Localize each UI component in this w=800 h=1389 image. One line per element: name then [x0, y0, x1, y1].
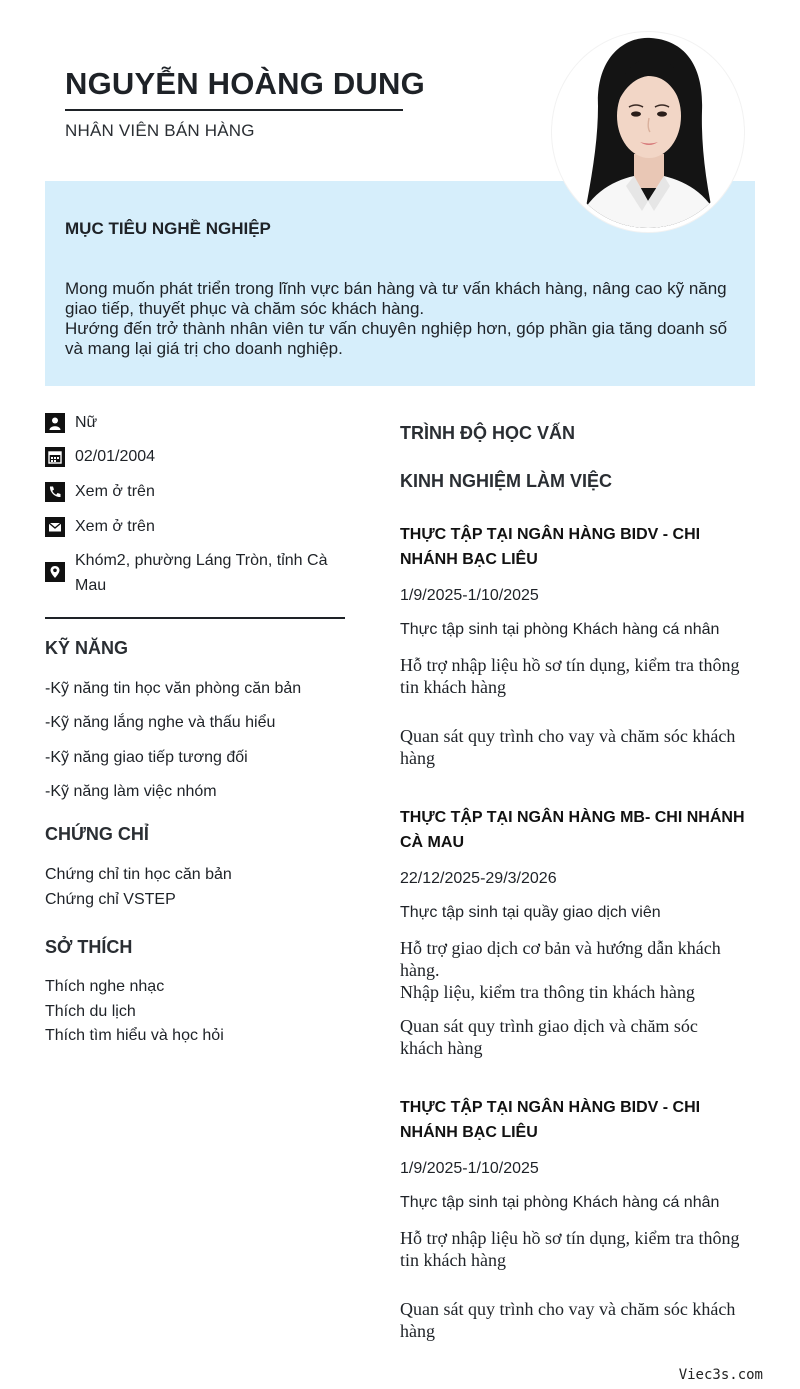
education-heading: TRÌNH ĐỘ HỌC VẤN	[400, 423, 575, 443]
birthday-row	[45, 446, 155, 469]
job-role: Thực tập sinh tại quầy giao dịch viên	[400, 904, 661, 921]
candidate-title: NHÂN VIÊN BÁN HÀNG	[65, 121, 255, 140]
job-date: 1/9/2025-1/10/2025	[400, 587, 539, 604]
skills-heading: KỸ NĂNG	[45, 638, 129, 658]
skill-item: -Kỹ năng lắng nghe và thấu hiểu	[45, 714, 276, 731]
job-description: Hỗ trợ nhập liệu hồ sơ tín dụng, kiểm tra thông tin khách hàng	[400, 1228, 740, 1270]
mail-icon	[45, 517, 65, 537]
job-title: THỰC TẬP TẠI NGÂN HÀNG BIDV - CHI NHÁNH BẠC LIÊU	[400, 526, 701, 568]
phone-row	[45, 481, 155, 504]
job-description: Quan sát quy trình cho vay và chăm sóc khách hàng	[400, 1299, 736, 1341]
certificates-heading: CHỨNG CHỈ	[45, 824, 149, 844]
site-watermark: Viec3s.com	[678, 1367, 763, 1383]
certificate-item: Chứng chỉ tin học căn bản	[45, 866, 232, 883]
objective-text	[65, 279, 745, 359]
email-row	[45, 516, 155, 539]
objective-paragraph: Hướng đến trở thành nhân viên tư vấn chuyên nghiệp hơn, góp phần gia tăng doanh số và mang lại giá trị cho doanh nghiệp.	[65, 319, 728, 358]
hobby-item: Thích nghe nhạc	[45, 978, 165, 995]
name-underline	[65, 109, 403, 111]
experience-heading: KINH NGHIỆM LÀM VIỆC	[400, 471, 613, 491]
gender-row	[45, 412, 97, 435]
phone-value: Xem ở trên	[75, 483, 155, 500]
job-title: THỰC TẬP TẠI NGÂN HÀNG MB- CHI NHÁNH CÀ MAU	[400, 809, 745, 851]
phone-icon	[45, 482, 65, 502]
objective-paragraph: Mong muốn phát triển trong lĩnh vực bán hàng và tư vấn khách hàng, nâng cao kỹ năng giao tiếp, thuyết phục và chăm sóc khách hàng.	[65, 279, 727, 318]
birthday-value: 02/01/2004	[75, 448, 156, 465]
objective-heading: MỤC TIÊU NGHỀ NGHIỆP	[65, 219, 271, 238]
hobbies-heading: SỞ THÍCH	[45, 937, 133, 957]
job-role: Thực tập sinh tại phòng Khách hàng cá nhân	[400, 621, 720, 638]
address-row	[45, 550, 335, 598]
job-date: 22/12/2025-29/3/2026	[400, 870, 557, 887]
skill-item: -Kỹ năng giao tiếp tương đối	[45, 749, 248, 766]
hobby-item: Thích du lịch	[45, 1003, 136, 1020]
certificate-item: Chứng chỉ VSTEP	[45, 891, 176, 908]
location-icon	[45, 562, 65, 582]
candidate-name: NGUYỄN HOÀNG DUNG	[65, 66, 425, 101]
calendar-icon	[45, 447, 65, 467]
job-title: THỰC TẬP TẠI NGÂN HÀNG BIDV - CHI NHÁNH BẠC LIÊU	[400, 1099, 701, 1141]
left-divider	[45, 617, 345, 619]
job-date: 1/9/2025-1/10/2025	[400, 1160, 539, 1177]
job-description: Nhập liệu, kiểm tra thông tin khách hàng	[400, 982, 695, 1002]
job-description: Quan sát quy trình cho vay và chăm sóc khách hàng	[400, 726, 736, 768]
gender-value: Nữ	[75, 414, 98, 431]
address-value: Khóm2, phường Láng Tròn, tỉnh Cà Mau	[75, 552, 328, 594]
job-description: Hỗ trợ giao dịch cơ bản và hướng dẫn khách hàng.	[400, 938, 721, 980]
job-description: Hỗ trợ nhập liệu hồ sơ tín dụng, kiểm tra thông tin khách hàng	[400, 655, 740, 697]
profile-photo	[552, 32, 744, 232]
hobby-item: Thích tìm hiểu và học hỏi	[45, 1027, 224, 1044]
job-description: Quan sát quy trình giao dịch và chăm sóc khách hàng	[400, 1016, 698, 1058]
person-icon	[45, 413, 65, 433]
email-value: Xem ở trên	[75, 518, 155, 535]
skill-item: -Kỹ năng tin học văn phòng căn bản	[45, 680, 302, 697]
skill-item: -Kỹ năng làm việc nhóm	[45, 783, 217, 800]
job-role: Thực tập sinh tại phòng Khách hàng cá nhân	[400, 1194, 720, 1211]
